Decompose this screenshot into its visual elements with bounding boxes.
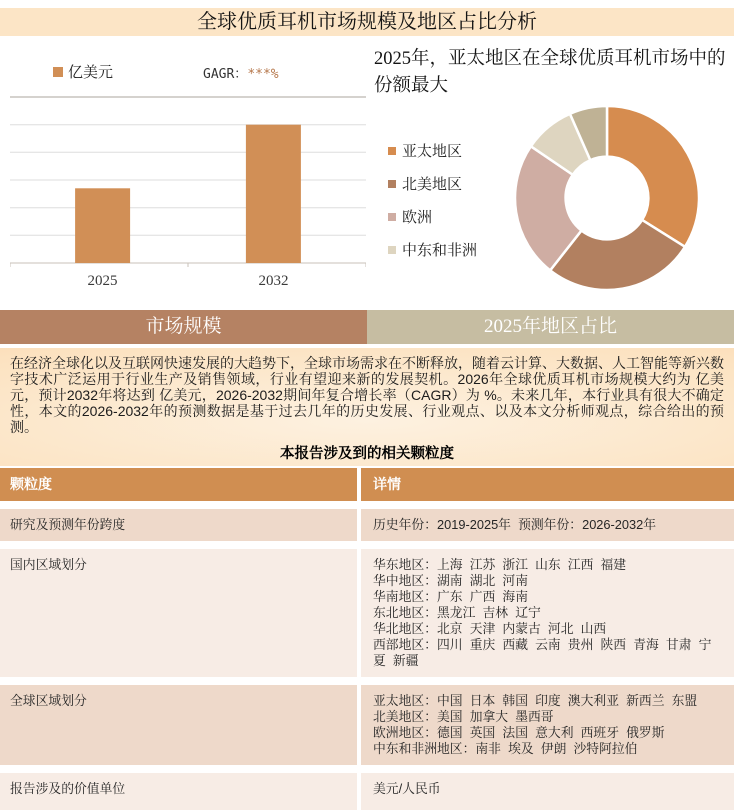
bar-2032 xyxy=(246,125,301,263)
pie-legend-label: 欧洲 xyxy=(402,209,433,226)
granularity-cell: 报告涉及的价值单位 xyxy=(0,773,361,810)
pie-legend-label: 中东和非洲 xyxy=(402,242,478,259)
legend-swatch-icon xyxy=(388,180,396,188)
detail-line: 历史年份：2019-2025年 预测年份：2026-2032年 xyxy=(373,517,657,532)
granularity-table xyxy=(0,468,734,810)
detail-line: 美元/人民币 xyxy=(373,781,441,796)
svg-text:2025: 2025 xyxy=(87,273,118,289)
summary-section xyxy=(0,348,734,466)
detail-line: 中东和非洲地区：南非 埃及 伊朗 沙特阿拉伯 xyxy=(373,741,638,756)
section-tab-bar xyxy=(0,310,734,344)
svg-text:2032: 2032 xyxy=(258,273,289,289)
table-row xyxy=(0,685,734,765)
granularity-cell: 国内区域划分 xyxy=(0,549,361,677)
bar-2025 xyxy=(75,188,130,263)
donut-chart xyxy=(512,103,702,293)
legend-swatch-icon xyxy=(388,246,396,254)
bar-legend-label: 亿美元 xyxy=(68,64,114,81)
header-detail: 详情 xyxy=(373,476,401,492)
cagr-prefix: GAGR： xyxy=(203,67,248,82)
granularity-cell: 研究及预测年份跨度 xyxy=(0,509,361,541)
pie-legend-label: 北美地区 xyxy=(402,176,463,193)
cagr-label xyxy=(203,63,279,82)
detail-cell xyxy=(361,773,734,810)
detail-line: 西部地区：四川 重庆 西藏 云南 贵州 陕西 青海 甘肃 宁夏 新疆 xyxy=(373,637,712,668)
table-row xyxy=(0,773,734,810)
table-row xyxy=(0,509,734,541)
detail-line: 华东地区：上海 江苏 浙江 山东 江西 福建 xyxy=(373,557,627,572)
pie-legend-label: 亚太地区 xyxy=(402,143,463,160)
granularity-cell: 全球区域划分 xyxy=(0,685,361,765)
detail-line: 华中地区：湖南 湖北 河南 xyxy=(373,573,528,588)
legend-swatch-icon xyxy=(388,147,396,155)
bar-chart xyxy=(10,95,366,295)
detail-line: 亚太地区：中国 日本 韩国 印度 澳大利亚 新西兰 东盟 xyxy=(373,693,698,708)
detail-cell xyxy=(361,685,734,765)
detail-line: 欧洲地区：德国 英国 法国 意大利 西班牙 俄罗斯 xyxy=(373,725,665,740)
pie-legend-item xyxy=(388,241,500,260)
cagr-masked-value: ***% xyxy=(247,67,279,82)
legend-swatch-icon xyxy=(53,67,63,77)
table-row xyxy=(0,549,734,677)
detail-line: 华北地区：北京 天津 内蒙古 河北 山西 xyxy=(373,621,607,636)
detail-line: 东北地区：黑龙江 吉林 辽宁 xyxy=(373,605,541,620)
table-body xyxy=(0,509,734,810)
pie-legend-item xyxy=(388,175,500,194)
pie-chart-legend xyxy=(388,142,500,274)
page-title: 全球优质耳机市场规模及地区占比分析 xyxy=(0,8,734,36)
legend-swatch-icon xyxy=(388,213,396,221)
detail-cell xyxy=(361,509,734,541)
header-granularity: 颗粒度 xyxy=(0,468,361,501)
pie-legend-item xyxy=(388,142,500,161)
tab-market-size[interactable]: 市场规模 xyxy=(0,310,367,344)
tab-region-share[interactable]: 2025年地区占比 xyxy=(367,310,734,344)
detail-cell xyxy=(361,549,734,677)
bar-chart-legend xyxy=(53,61,113,82)
granularity-table-title: 本报告涉及到的相关颗粒度 xyxy=(280,446,454,462)
pie-chart-title: 2025年，亚太地区在全球优质耳机市场中的份额最大 xyxy=(374,49,726,96)
table-header-row xyxy=(0,468,734,501)
detail-line: 北美地区：美国 加拿大 墨西哥 xyxy=(373,709,554,724)
summary-paragraph: 在经济全球化以及互联网快速发展的大趋势下，全球市场需求在不断释放，随着云计算、大数据、人工智能等新兴数字技术广泛运用于行业生产及销售领域，行业有望迎来新的发展契机。2026年全球优质耳机市场规模大约为 亿美元，预计2032年将达到 亿美元，2026-2032期间年复合增长率（CAGR）为 %。未来几年，本行业具有很大不确定性，本文的2026-2032年的预测数据是基于过去几年的历史发展、行业观点、以及本文分析师观点，综合给出的预测。 xyxy=(10,355,724,435)
pie-legend-item xyxy=(388,208,500,227)
detail-line: 华南地区：广东 广西 海南 xyxy=(373,589,528,604)
